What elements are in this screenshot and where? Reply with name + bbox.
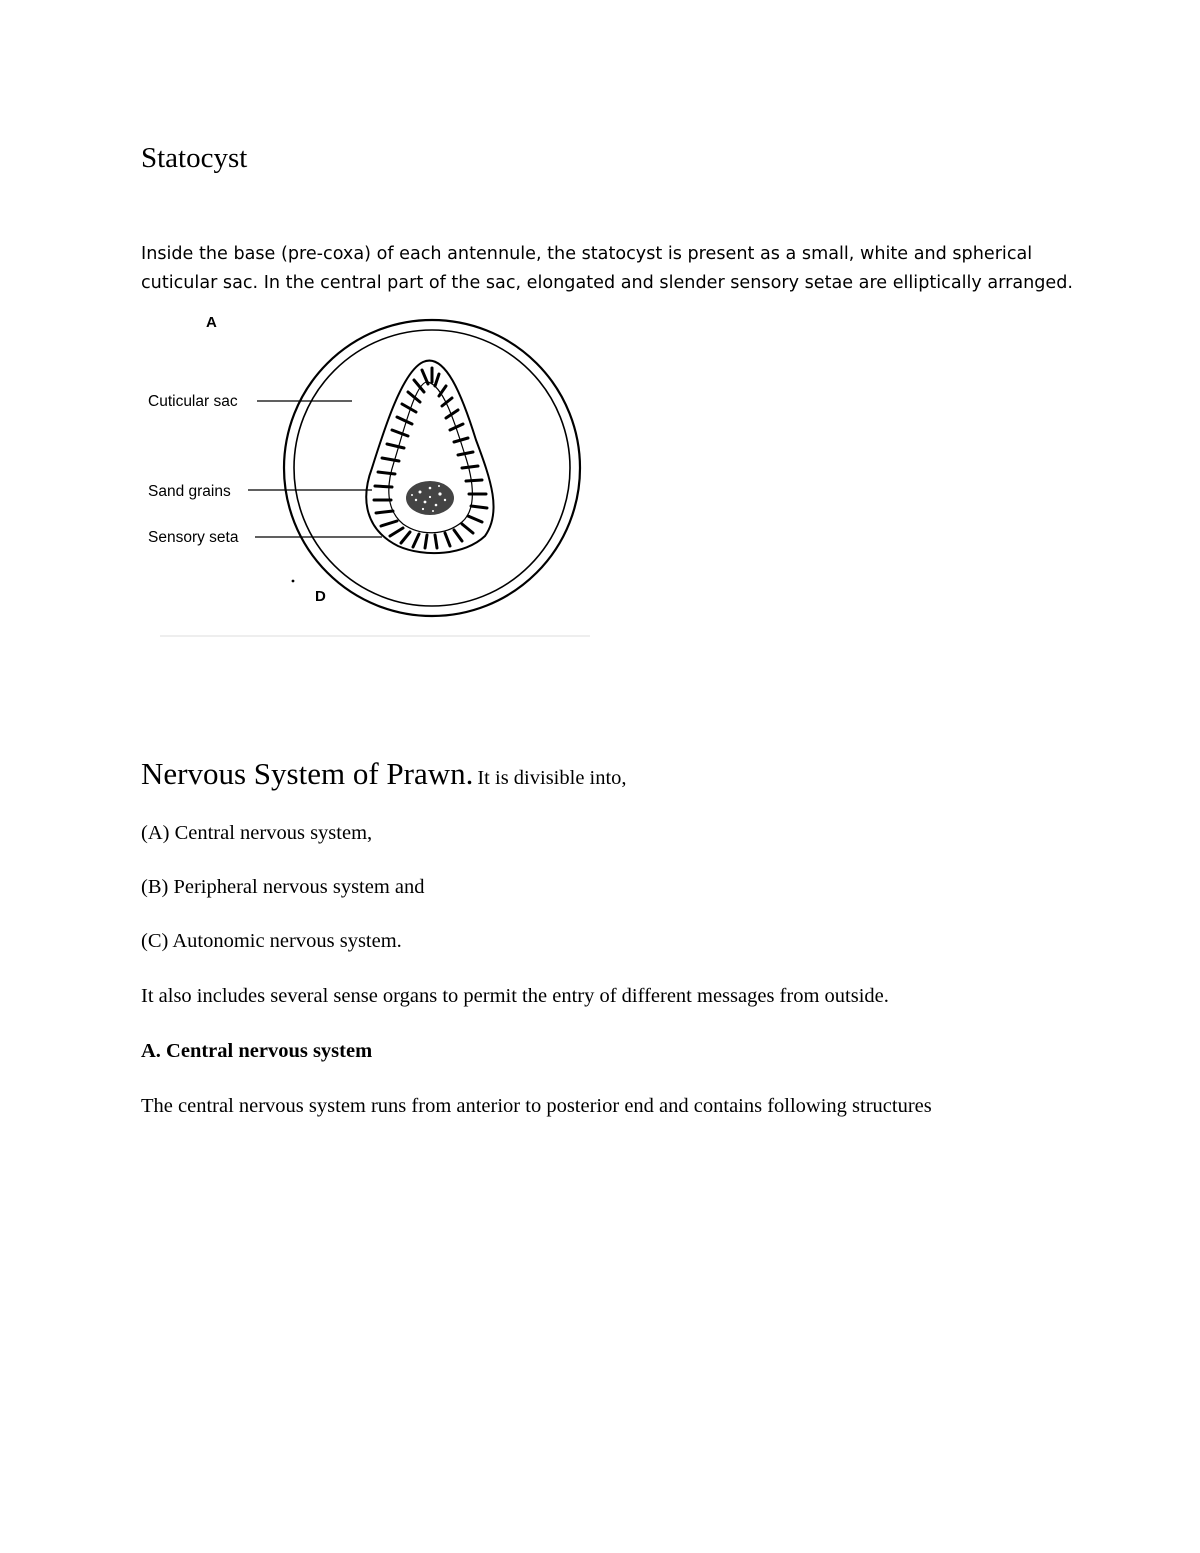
stray-dot: [292, 580, 295, 583]
list-item: (A) Central nervous system,: [141, 822, 373, 844]
sensory-setae: [374, 368, 487, 548]
section-title-statocyst: Statocyst: [141, 142, 248, 174]
figure-label-d: D: [315, 588, 326, 605]
label-sensory-seta: Sensory seta: [148, 529, 239, 546]
heading-main: Nervous System of Prawn.: [141, 756, 474, 791]
description-line-2: cuticular sac. In the central part of the sac, elongated and slender sensory setae are elliptically arranged.: [141, 273, 1074, 293]
nervous-system-heading: [141, 756, 627, 792]
label-sand-grains: Sand grains: [148, 483, 231, 500]
list-item: (C) Autonomic nervous system.: [141, 930, 402, 952]
statocyst-description: [141, 240, 1101, 298]
heading-tail: It is divisible into,: [477, 767, 627, 789]
statocyst-diagram: [140, 300, 610, 645]
cns-description: The central nervous system runs from anterior to posterior end and contains following structures: [141, 1095, 932, 1117]
sense-organs-note: It also includes several sense organs to permit the entry of different messages from outside.: [141, 985, 889, 1007]
label-cuticular-sac: Cuticular sac: [148, 393, 238, 410]
list-item: (B) Peripheral nervous system and: [141, 876, 425, 898]
description-line-1: Inside the base (pre-coxa) of each antennule, the statocyst is present as a small, white and spherical: [141, 244, 1033, 264]
outer-wall: [284, 320, 580, 616]
figure-label-a: A: [206, 314, 217, 331]
subheading-central-nervous-system: A. Central nervous system: [141, 1040, 373, 1062]
